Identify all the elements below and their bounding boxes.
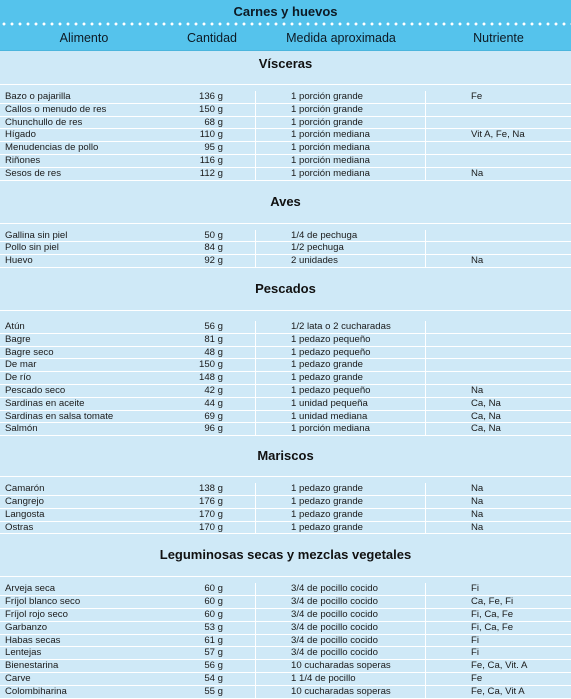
section-4 — [0, 534, 571, 698]
header-medida: Medida aproximada — [286, 31, 396, 45]
cell-alimento: Ostras — [5, 521, 34, 533]
cell-nutriente: Fe, Ca, Vit A — [471, 685, 525, 697]
section-0 — [0, 51, 571, 181]
table-title: Carnes y huevos — [233, 4, 338, 19]
table-row — [0, 372, 571, 385]
table-row — [0, 483, 571, 496]
table-row — [0, 522, 571, 535]
cell-cantidad: 44 g — [168, 398, 256, 410]
cell-medida: 1 porción grande — [256, 104, 426, 116]
cell-nutriente — [426, 142, 571, 154]
cell-alimento: Colombiharina — [5, 685, 67, 697]
cell-alimento: Callos o menudo de res — [5, 103, 107, 115]
table-row — [0, 423, 571, 436]
cell-nutriente — [426, 372, 571, 384]
table-row — [0, 230, 571, 243]
cell-medida: 1/2 lata o 2 cucharadas — [256, 321, 426, 333]
cell-cantidad: 138 g — [168, 483, 256, 495]
cell-alimento: Bienestarina — [5, 660, 59, 672]
cell-nutriente: Fi — [471, 634, 479, 646]
cell-cantidad: 148 g — [168, 372, 256, 384]
table-title-bar — [0, 0, 571, 26]
cell-alimento: Arveja seca — [5, 583, 56, 595]
cell-cantidad: 170 g — [168, 509, 256, 521]
section-3 — [0, 436, 571, 534]
cell-nutriente: Fe — [471, 91, 483, 102]
cell-cantidad: 136 g — [168, 91, 256, 103]
table-row — [0, 609, 571, 622]
cell-medida: 1/2 pechuga — [256, 242, 426, 254]
cell-medida: 1 unidad mediana — [256, 411, 426, 423]
table-row — [0, 117, 571, 130]
cell-medida: 3/4 de pocillo cocido — [256, 622, 426, 634]
cell-medida: 1 pedazo grande — [256, 496, 426, 508]
cell-alimento: De río — [5, 372, 32, 384]
table-row — [0, 673, 571, 686]
cell-nutriente — [426, 117, 571, 129]
cell-alimento: Sardinas en salsa tomate — [5, 410, 114, 422]
cell-nutriente: Fi — [471, 583, 479, 595]
cell-alimento: Bagre seco — [5, 346, 54, 358]
cell-cantidad: 55 g — [168, 686, 256, 698]
cell-nutriente: Na — [471, 384, 484, 396]
cell-medida: 1 porción mediana — [256, 155, 426, 167]
table-row — [0, 583, 571, 596]
cell-cantidad: 57 g — [168, 647, 256, 659]
table-row — [0, 509, 571, 522]
table-row — [0, 647, 571, 660]
cell-cantidad: 96 g — [168, 423, 256, 435]
cell-cantidad: 170 g — [168, 522, 256, 534]
cell-nutriente: Na — [471, 167, 484, 179]
cell-alimento: Lentejas — [5, 647, 42, 659]
cell-nutriente: Na — [471, 495, 484, 507]
cell-alimento: Bazo o pajarilla — [5, 91, 71, 102]
cell-alimento: Riñones — [5, 154, 41, 166]
table-row — [0, 104, 571, 117]
cell-medida: 1 1/4 de pocillo — [256, 673, 426, 685]
cell-medida: 3/4 de pocillo cocido — [256, 609, 426, 621]
table-row — [0, 91, 571, 104]
section-title: Leguminosas secas y mezclas vegetales — [0, 542, 571, 577]
cell-alimento: Carve — [5, 672, 31, 684]
table-row — [0, 168, 571, 181]
cell-medida: 1 porción mediana — [256, 142, 426, 154]
table-row — [0, 359, 571, 372]
cell-alimento: Chunchullo de res — [5, 116, 83, 128]
cell-nutriente — [426, 242, 571, 254]
cell-cantidad: 56 g — [168, 660, 256, 672]
table-row — [0, 686, 571, 699]
cell-cantidad: 56 g — [168, 321, 256, 333]
cell-cantidad: 81 g — [168, 334, 256, 346]
section-2 — [0, 268, 571, 436]
cell-medida: 1 pedazo grande — [256, 522, 426, 534]
cell-alimento: Salmón — [5, 423, 38, 435]
cell-alimento: Sesos de res — [5, 167, 61, 179]
cell-medida: 1 pedazo pequeño — [256, 334, 426, 346]
cell-cantidad: 116 g — [168, 155, 256, 167]
cell-alimento: Sardinas en aceite — [5, 397, 85, 409]
cell-medida: 1 porción mediana — [256, 168, 426, 180]
cell-nutriente — [426, 104, 571, 116]
cell-cantidad: 42 g — [168, 385, 256, 397]
cell-alimento: Hígado — [5, 129, 36, 141]
cell-nutriente: Ca, Na — [471, 397, 501, 409]
cell-nutriente: Fi — [471, 647, 479, 659]
section-1 — [0, 181, 571, 268]
cell-cantidad: 150 g — [168, 359, 256, 371]
header-nutriente: Nutriente — [473, 31, 524, 45]
section-spacer — [0, 534, 571, 542]
cell-medida: 1 porción mediana — [256, 129, 426, 141]
cell-alimento: Pescado seco — [5, 384, 66, 396]
cell-nutriente: Fe, Ca, Vit. A — [471, 660, 528, 672]
cell-alimento: Pollo sin piel — [5, 242, 59, 254]
cell-cantidad: 60 g — [168, 583, 256, 595]
cell-cantidad: 95 g — [168, 142, 256, 154]
section-title: Aves — [0, 189, 571, 224]
cell-nutriente: Na — [471, 508, 484, 520]
table-row — [0, 622, 571, 635]
cell-cantidad: 176 g — [168, 496, 256, 508]
cell-cantidad: 60 g — [168, 609, 256, 621]
cell-cantidad: 69 g — [168, 411, 256, 423]
cell-medida: 10 cucharadas soperas — [256, 686, 426, 698]
cell-cantidad: 50 g — [168, 230, 256, 242]
cell-alimento: Gallina sin piel — [5, 229, 68, 241]
cell-alimento: Fríjol rojo seco — [5, 608, 68, 620]
cell-medida: 1 pedazo grande — [256, 509, 426, 521]
cell-medida: 1 pedazo pequeño — [256, 385, 426, 397]
cell-alimento: Menudencias de pollo — [5, 142, 99, 154]
table-row — [0, 242, 571, 255]
cell-nutriente: Ca, Fe, Fi — [471, 596, 514, 608]
section-gap — [0, 311, 571, 321]
sections-container — [0, 51, 571, 699]
cell-medida: 3/4 de pocillo cocido — [256, 635, 426, 647]
section-spacer — [0, 436, 571, 444]
table-row — [0, 398, 571, 411]
cell-medida: 1 pedazo grande — [256, 372, 426, 384]
cell-medida: 1 pedazo grande — [256, 359, 426, 371]
cell-alimento: Cangrejo — [5, 495, 44, 507]
cell-cantidad: 68 g — [168, 117, 256, 129]
cell-nutriente: Na — [471, 521, 484, 533]
cell-nutriente: Vit A, Fe, Na — [471, 129, 525, 141]
cell-alimento: Fríjol blanco seco — [5, 596, 81, 608]
table-row — [0, 129, 571, 142]
cell-alimento: Camarón — [5, 483, 45, 495]
cell-medida: 3/4 de pocillo cocido — [256, 583, 426, 595]
cell-medida: 1 porción grande — [256, 91, 426, 103]
cell-medida: 1 pedazo pequeño — [256, 347, 426, 359]
section-spacer — [0, 268, 571, 276]
cell-medida: 1 porción mediana — [256, 423, 426, 435]
cell-cantidad: 54 g — [168, 673, 256, 685]
cell-medida: 3/4 de pocillo cocido — [256, 647, 426, 659]
table-row — [0, 142, 571, 155]
cell-medida: 1 porción grande — [256, 117, 426, 129]
cell-nutriente: Fe — [471, 672, 483, 684]
cell-cantidad: 110 g — [168, 129, 256, 141]
cell-cantidad: 53 g — [168, 622, 256, 634]
cell-alimento: Huevo — [5, 255, 33, 267]
cell-alimento: Atún — [5, 320, 25, 332]
cell-cantidad: 48 g — [168, 347, 256, 359]
cell-nutriente — [426, 230, 571, 242]
cell-cantidad: 61 g — [168, 635, 256, 647]
table-row — [0, 321, 571, 334]
cell-cantidad: 112 g — [168, 168, 256, 180]
cell-nutriente: Ca, Na — [471, 423, 501, 435]
cell-nutriente — [426, 334, 571, 346]
table-row — [0, 596, 571, 609]
cell-medida: 1 pedazo grande — [256, 483, 426, 495]
cell-medida: 10 cucharadas soperas — [256, 660, 426, 672]
cell-alimento: Langosta — [5, 508, 45, 520]
cell-nutriente: Fi, Ca, Fe — [471, 621, 514, 633]
section-spacer — [0, 181, 571, 189]
cell-nutriente — [426, 321, 571, 333]
cell-nutriente: Na — [471, 255, 484, 267]
cell-nutriente — [426, 359, 571, 371]
table-row — [0, 635, 571, 648]
table-row — [0, 496, 571, 509]
table-row — [0, 411, 571, 424]
cell-medida: 3/4 de pocillo cocido — [256, 596, 426, 608]
cell-cantidad: 92 g — [168, 255, 256, 267]
cell-nutriente — [426, 347, 571, 359]
section-title: Mariscos — [0, 444, 571, 477]
column-header-row — [0, 26, 571, 51]
cell-cantidad: 150 g — [168, 104, 256, 116]
cell-nutriente — [426, 155, 571, 167]
cell-alimento: Bagre — [5, 333, 31, 345]
cell-nutriente: Na — [471, 483, 484, 495]
cell-alimento: Garbanzo — [5, 621, 48, 633]
cell-medida: 1/4 de pechuga — [256, 230, 426, 242]
table-row — [0, 347, 571, 360]
table-row — [0, 334, 571, 347]
cell-nutriente: Ca, Na — [471, 410, 501, 422]
cell-cantidad: 84 g — [168, 242, 256, 254]
section-title: Pescados — [0, 276, 571, 311]
table-row — [0, 660, 571, 673]
table-row — [0, 385, 571, 398]
cell-medida: 2 unidades — [256, 255, 426, 267]
table-row — [0, 155, 571, 168]
header-cantidad: Cantidad — [186, 31, 238, 45]
cell-medida: 1 unidad pequeña — [256, 398, 426, 410]
table-row — [0, 255, 571, 268]
cell-nutriente: Fi, Ca, Fe — [471, 608, 514, 620]
cell-alimento: De mar — [5, 359, 37, 371]
cell-cantidad: 60 g — [168, 596, 256, 608]
header-alimento: Alimento — [59, 31, 109, 45]
dotted-divider — [0, 22, 571, 26]
section-title: Vísceras — [0, 51, 571, 85]
cell-alimento: Habas secas — [5, 634, 61, 646]
